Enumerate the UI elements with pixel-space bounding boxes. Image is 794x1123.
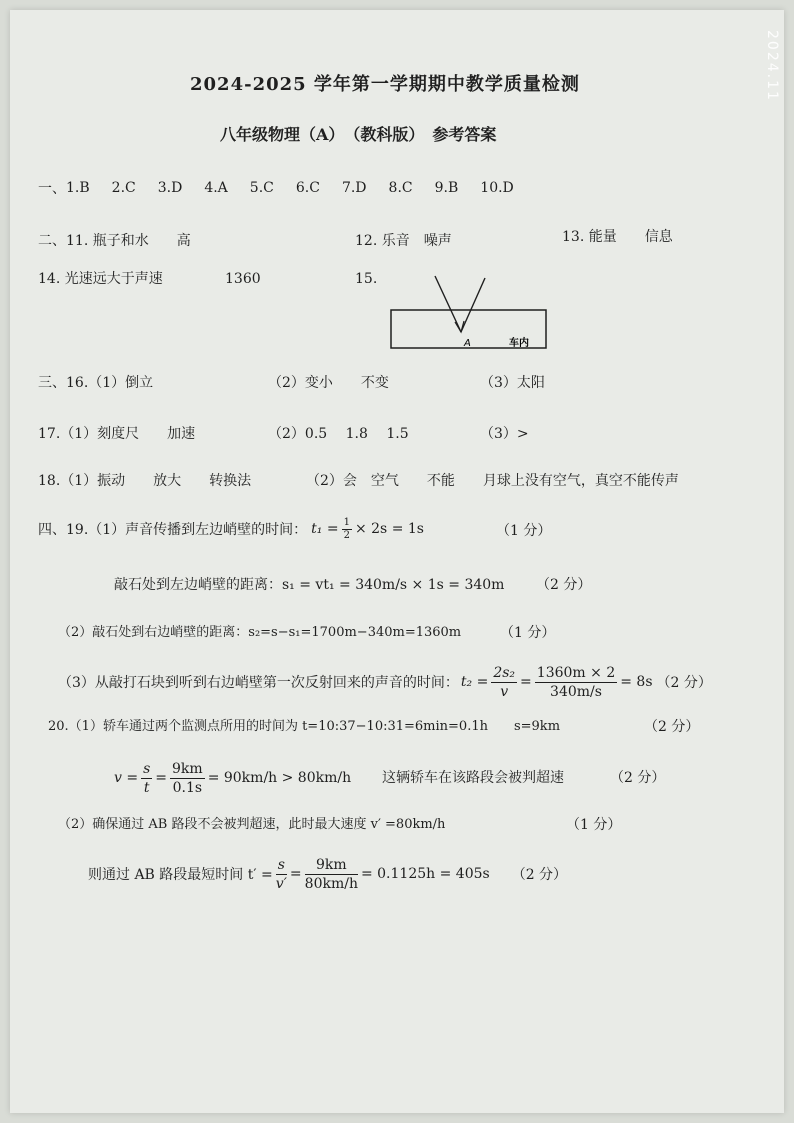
answer-20-1b-note: 这辆轿车在该路段会被判超速: [382, 770, 564, 786]
answer-14-text: 14. 光速远大于声速: [38, 271, 163, 287]
section1-prefix: 一、: [38, 181, 66, 197]
answer-18-1: 18.（1）振动 放大 转换法: [38, 473, 252, 489]
answer-14-value: 1360: [225, 271, 261, 287]
car-inside-label: 车内: [509, 338, 529, 349]
incident-ray: [435, 276, 461, 332]
half-fraction: $\frac{1}{2}$: [343, 516, 350, 541]
answer-20-1b-fraction-2: $\frac{9km}{0.1s}$: [172, 760, 203, 796]
mc-answer: 10.D: [480, 180, 514, 196]
mc-answer: 5.C: [249, 180, 274, 196]
reflected-ray: [461, 278, 485, 332]
answer-19-1-rhs: × 2s = 1s: [354, 521, 424, 537]
answer-19-1-row: [38, 512, 424, 546]
reflection-diagram: [385, 272, 555, 354]
page-title: 2024-2025 学年第一学期期中教学质量检测: [190, 74, 580, 95]
answer-19-1b-score: （2 分）: [536, 577, 592, 593]
section1-row: [38, 178, 514, 198]
answer-17-1: 17.（1）刻度尺 加速: [38, 426, 196, 442]
answer-11: 二、11. 瓶子和水 高: [38, 233, 191, 249]
answer-15-label: 15.: [355, 271, 378, 287]
point-a-label: A: [464, 338, 471, 349]
answer-19-3-row: （3）从敲打石块到听到右边峭壁第一次反射回来的声音的时间： t₂ = $\frac{\text{2s₂}}{v}$ = $\frac{1360m \times 2}{340m/s}$ = 8s （2 分）: [58, 664, 712, 700]
answer-16-2: （2）变小 不变: [268, 375, 389, 391]
answer-20-1b-rhs: = 90km/h > 80km/h: [207, 770, 352, 786]
mc-answer: 4.A: [204, 180, 228, 196]
answer-16-3: （3）太阳: [480, 375, 545, 391]
mc-answer: 1.B: [66, 180, 90, 196]
answer-19-3-lhs: t₂ =: [460, 674, 489, 690]
answer-19-3-text: （3）从敲打石块到听到右边峭壁第一次反射回来的声音的时间：: [58, 675, 459, 691]
answer-19-3-rhs: = 8s: [620, 674, 653, 690]
mc-answer: 7.D: [341, 180, 367, 196]
answer-20-2b-fraction-2: $\frac{9km}{80km/h}$: [304, 856, 358, 892]
answer-19-1-text: 四、19.（1）声音传播到左边峭壁的时间：: [38, 522, 308, 538]
answer-20-2b-lhs: 则通过 AB 路段最短时间 t′ =: [88, 867, 273, 883]
mc-answer: 8.C: [388, 180, 413, 196]
page-subtitle: 八年级物理（A） （教科版） 参考答案: [220, 125, 497, 144]
answer-18-2: （2）会 空气 不能 月球上没有空气，真空不能传声: [306, 473, 679, 489]
answer-20-2: （2）确保通过 AB 路段不会被判超速，此时最大速度 v′ =80km/h: [58, 817, 446, 832]
answer-20-1b-lhs: v =: [114, 770, 139, 786]
answer-20-1-score: （2 分）: [644, 719, 700, 735]
mc-answer: 2.C: [111, 180, 136, 196]
answer-16-1: 三、16.（1）倒立: [38, 375, 154, 391]
mc-answer: 9.B: [434, 180, 459, 196]
answer-17-2: （2）0.5 1.8 1.5: [268, 426, 409, 442]
answer-13: 13. 能量 信息: [562, 229, 673, 245]
answer-19-1-score: （1 分）: [496, 523, 552, 539]
answer-19-1b: 敲石处到左边峭壁的距离：s₁ = vt₁ = 340m/s × 1s = 340m: [114, 577, 505, 593]
answer-19-2-score: （1 分）: [500, 625, 556, 641]
answer-20-1b-row: v = $\frac{s}{t}$ = $\frac{9km}{0.1s}$ = 90km/h > 80km/h: [114, 760, 352, 796]
answer-20-2b-score: （2 分）: [511, 867, 568, 883]
answer-20-2b-fraction-1: $\frac{s}{v'}$: [275, 856, 287, 892]
answer-19-3-score: （2 分）: [656, 675, 712, 691]
answer-12: 12. 乐音 噪声: [355, 233, 452, 249]
answer-20-2b-rhs: = 0.1125h = 405s: [360, 866, 490, 882]
answer-20-2-score: （1 分）: [566, 817, 622, 833]
answer-19-1-lhs: t₁ =: [311, 521, 339, 537]
answer-19-3-fraction-1: $\frac{\text{2s₂}}{v}$: [493, 664, 516, 700]
answer-sheet: [10, 10, 784, 1113]
mc-answer: 6.C: [295, 180, 320, 196]
mc-answer: 3.D: [157, 180, 183, 196]
mc-answer-list: [66, 180, 514, 196]
answer-20-1: 20.（1）轿车通过两个监测点所用的时间为 t=10:37−10:31=6min=0.1h s=9km: [48, 719, 561, 734]
answer-20-2b-row: 则通过 AB 路段最短时间 t′ = $\frac{s}{v'}$ = $\frac{9km}{80km/h}$ = 0.1125h = 405s （2 分）: [88, 856, 568, 892]
answer-19-2: （2）敲石处到右边峭壁的距离：s₂=s−s₁=1700m−340m=1360m: [58, 625, 462, 640]
answer-19-3-fraction-2: $\frac{1360m \times 2}{340m/s}$: [536, 664, 616, 700]
answer-17-3: （3）>: [480, 426, 529, 442]
date-stamp: 2024.11: [764, 30, 780, 102]
answer-20-1b-score: （2 分）: [610, 770, 666, 786]
answer-20-1b-fraction-1: $\frac{s}{t}$: [143, 760, 151, 796]
